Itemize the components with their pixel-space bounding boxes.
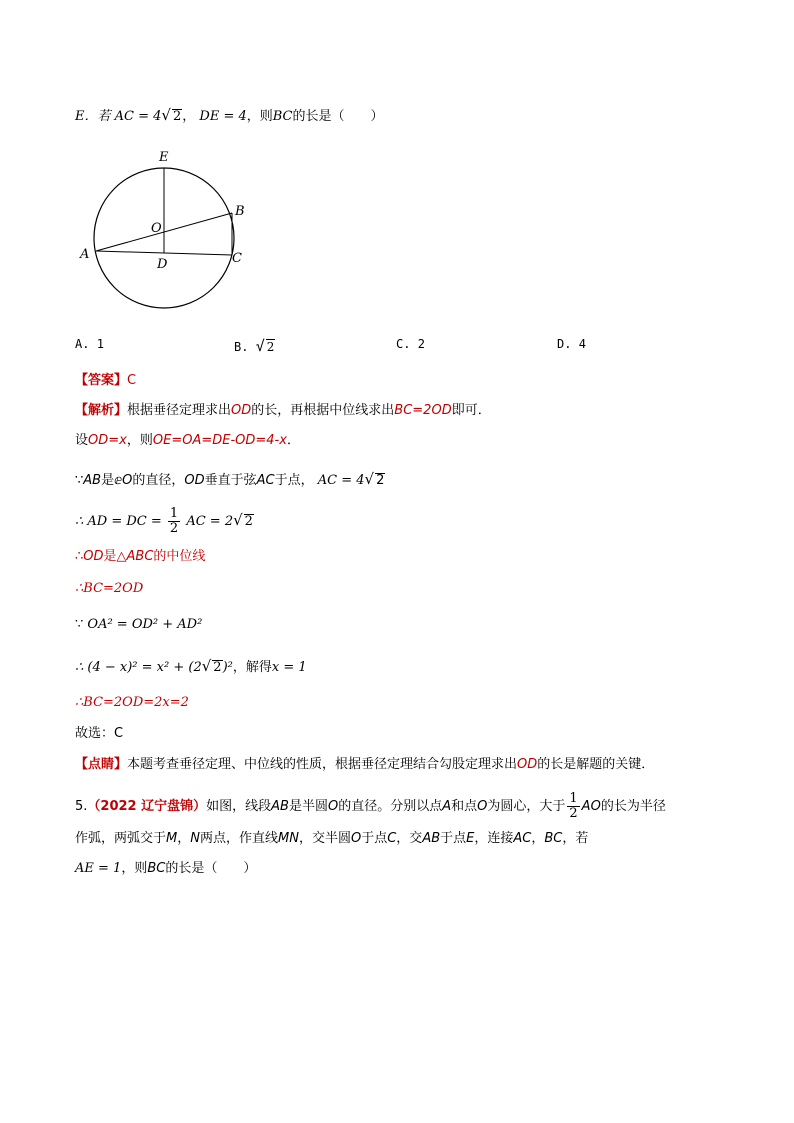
analysis-line-1: 【解析】根据垂径定理求出OD的长，再根据中位线求出BC=2OD即可． [75, 403, 491, 418]
label-b: B [235, 204, 245, 219]
label-c: C [232, 251, 242, 266]
analysis-line-6: ∴BC=2OD [75, 581, 144, 596]
answer-tag: 【答案】 [75, 373, 128, 388]
label-d: D [157, 257, 168, 272]
analysis-line-8: ∴ (4 − x)² = x² + (2√ 2)²，解得x = 1 [75, 657, 307, 675]
analysis-line-3: ∵AB是ⅇO的直径，OD垂直于弦AC于点， AC = 4√ 2 [75, 470, 385, 488]
fraction-half: $\frac{1}{2}$ [569, 791, 578, 821]
analysis-line-2: 设OD=x，则OE=OA=DE-OD=4-x． [75, 433, 300, 448]
radical-sign: √ [161, 106, 171, 124]
comment-line: 【点睛】本题考查垂径定理、中位线的性质，根据垂径定理结合勾股定理求出OD的长是解题的关键． [75, 757, 655, 772]
analysis-line-7: ∵ OA² = OD² + AD² [75, 617, 203, 632]
answer-line [75, 370, 136, 392]
fraction-half: $\frac{1}{2}$ [169, 506, 179, 536]
question4-stem: E．若 AC = 4√ 2， DE = 4，则BC的长是（ ） [75, 106, 384, 124]
analysis-line-9: ∴BC=2OD=2x=2 [75, 695, 189, 710]
stem-start: E．若 [75, 109, 111, 124]
analysis-line-5: ∴OD是△ABC的中位线 [75, 549, 206, 564]
label-o: O [151, 221, 162, 236]
option-d[interactable]: D. 4 [557, 337, 586, 351]
ac-expression: AC = 4 [114, 109, 162, 124]
circle-figure [75, 145, 260, 315]
label-a: A [80, 247, 90, 262]
option-a[interactable]: A. 1 [75, 337, 104, 351]
option-c[interactable]: C. 2 [396, 337, 425, 351]
label-e: E [159, 150, 169, 165]
de-expression: DE = 4 [199, 109, 247, 124]
question5-line-2: 作弧，两弧交于M，N两点，作直线MN，交半圆O于点C，交AB于点E，连接AC，BC，若 [75, 831, 589, 846]
answer-value: C [127, 373, 137, 388]
analysis-line-10: 故选：C [75, 726, 124, 741]
radical-sign: √ [255, 337, 265, 355]
ac-radicand: 2 [172, 109, 182, 124]
analysis-line-4: ∴ AD = DC = $\frac{1}{2}$ AC = 2√ 2 [75, 506, 253, 536]
question5-line-1: 5.（2022 辽宁盘锦）如图，线段AB是半圆O的直径。分别以点A和点O为圆心，大于 $\frac{1}{2}$ AO的长为半径 [75, 791, 666, 821]
option-b[interactable]: B. √ 2 [234, 337, 275, 355]
question5-line-3: AE = 1，则BC的长是（ ） [75, 861, 257, 876]
